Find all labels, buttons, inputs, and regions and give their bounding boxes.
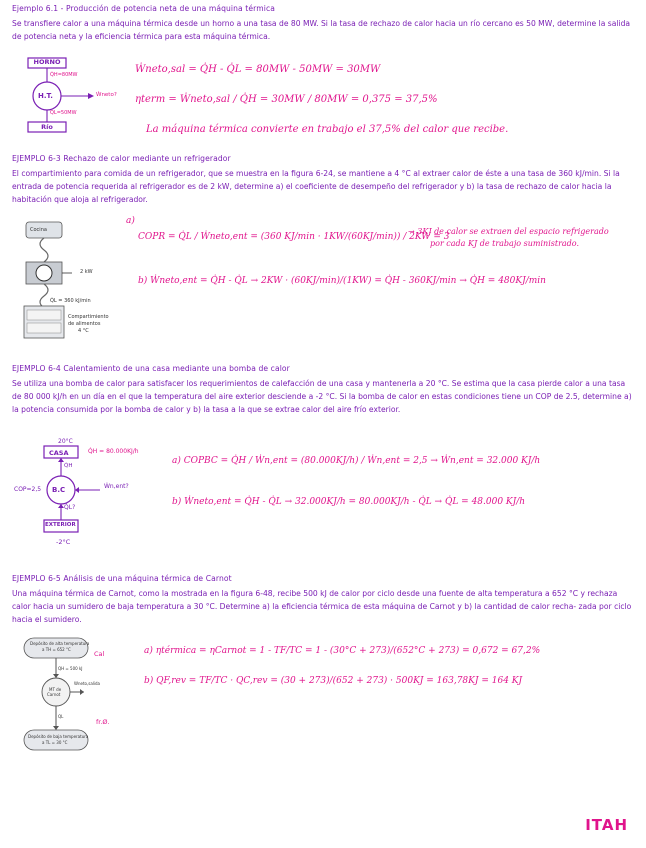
ex64-engine-label: B.C [52,486,66,494]
ex61-statement: Se transfiere calor a una máquina térmica desde un horno a una tasa de 80 MW. Si la tasa de rechazo de calor hacia un río cercano es 50 MW, determine la salida de potencia neta y la eficiencia térmica para esta máquina térmica. [12,19,631,41]
ex65-heat-rejected-equation: b) QF,rev = TF/TC · QC,rev = (30 + 273)/(652 + 273) · 500KJ = 163,78KJ = 164 KJ [144,676,523,686]
ex64-casa-label: CASA [49,449,69,457]
ex64-ql-label: Q̇L? [64,504,76,511]
ex65-fig-qh: QH = 500 kJ [58,666,83,671]
ex63-fig-ql: Q̇L = 360 kJ/min [50,298,91,304]
ex61-ql-label: Q̇L=50MW [50,110,77,116]
ex65-fig-sink2: a TL = 30 °C [42,740,68,745]
ex64-exterior-label: EXTERIOR [45,522,76,528]
ex63-note-line2: por cada KJ de trabajo suministrado. [430,239,580,248]
ex64-qh-value: Q̇H = 80.000KJ/h [88,448,139,455]
ex63-fig-comp2: de alimentos [68,321,101,327]
ex63-heat-rejection-equation: b) Ẇneto,ent = Q̇H - Q̇L → 2KW · (60KJ/min)/(1KW) = Q̇H - 360KJ/min → Q̇H = 480KJ/min [138,276,546,286]
itah-logo: ITAH [585,816,628,834]
ex63-cop-equation: COPR = Q̇L / Ẇneto,ent = (360 KJ/min · 1KW/(60KJ/min)) / 2KW = 3 [138,232,450,242]
ex65-fig-sink1: Depósito de baja temperatura [28,734,89,739]
ex61-horno-label: HORNO [33,58,61,66]
ex65-fig-w: Wneto,salida [74,681,100,686]
ex61-conclusion: La máquina térmica convierte en trabajo el 37,5% del calor que recibe. [146,124,509,135]
ex61-heading: Ejemplo 6.1 - Producción de potencia neta de una máquina térmica [12,4,275,13]
ex65-fig-frio: fr.Ø. [96,718,110,726]
ex61-rio-label: Río [41,123,53,131]
ex61-engine-label: H.T. [38,92,53,100]
ex65-fig-source2: a TH = 652 °C [42,647,71,652]
ex65-fig-source1: Depósito de alta temperatura [30,641,90,646]
ex65-statement: Una máquina térmica de Carnot, como la mostrada en la figura 6-48, recibe 500 kJ de calor por ciclo desde una fuente de alta temperatura a 652 °C y rechaza calor hacia un sumidero de baja temperatura a 30 °C. Determine a) la eficiencia térmica de esta máquina de Carnot y b) la cantidad de calor recha- zada por ciclo hacia el sumidero. [12,589,632,624]
ex65-efficiency-equation: a) ηtérmica = ηCarnot = 1 - TF/TC = 1 - (30°C + 273)/(652°C + 273) = 0,672 = 67,2% [144,646,541,656]
ex61-efficiency-equation: ηterm = Ẇneto,sal / Q̇H = 30MW / 80MW = 0,375 = 37,5% [135,94,438,105]
ex64-w-label: Ẇn,ent? [104,483,129,490]
ex65-fig-ql: QL [58,714,64,719]
ex64-heading: EJEMPLO 6-4 Calentamiento de una casa mediante una bomba de calor [12,364,290,373]
ex65-fig-cal: Cal [94,650,105,658]
ex65-fig-engine1: MT de [49,687,62,692]
ex64-ql-equation: b) Ẇneto,ent = Q̇H - Q̇L → 32.000KJ/h = 80.000KJ/h - Q̇L → Q̇L = 48.000 KJ/h [172,497,526,507]
ex61-net-power-equation: Ẇneto,sal = Q̇H - Q̇L = 80MW - 50MW = 30MW [135,64,381,75]
ex64-statement: Se utiliza una bomba de calor para satisfacer los requerimientos de calefacción de una casa y mantenerla a 20 °C. Se estima que la casa pierde calor a una tasa de 80 000 kJ/h en un día en el que la temperatura del aire exterior desciende a -2 °C. Si la bomba de calor en estas condiciones tiene un COP de 2.5, determine a) la potencia consumida por la bomba de calor y b) la tasa a la que se extrae calor del aire frío exterior. [12,379,632,414]
ex63-statement: El compartimiento para comida de un refrigerador, que se muestra en la figura 6-24, se mantiene a 4 °C al extraer calor de éste a una tasa de 360 kJ/min. Si la entrada de potencia requerida al refrigerador es de 2 kW, determine a) el coeficiente de desempeño del refrigerador y b) la tasa de rechazo de calor hacia la habitación que aloja al refrigerador. [12,169,620,204]
ex61-qh-label: Q̇H=80MW [50,72,78,78]
ex64-cop-label: COP=2,5 [14,486,42,493]
ex65-heading: EJEMPLO 6-5 Análisis de una máquina térmica de Carnot [12,574,232,583]
ex64-t-exterior: -2°C [56,538,71,546]
ex64-qh-label: Q̇H [64,463,73,469]
ex65-fig-engine2: Carnot [47,692,61,697]
ex64-power-equation: a) COPBC = Q̇H / Ẇn,ent = (80.000KJ/h) / Ẇn,ent = 2,5 → Ẇn,ent = 32.000 KJ/h [172,456,541,466]
ex63-part-a-label: a) [126,216,135,226]
ex64-t-house: 20°C [58,438,73,445]
ex63-note-line1: → 3KJ de calor se extraen del espacio refrigerado [408,227,609,236]
ex63-fig-kitchen: Cocina [30,227,47,233]
ex63-fig-comp3: 4 °C [78,328,89,334]
ex61-w-label: Ẇneto? [96,92,117,98]
ex63-heading: EJEMPLO 6-3 Rechazo de calor mediante un refrigerador [12,154,231,163]
ex63-fig-comp1: Compartimiento [68,314,109,320]
ex63-fig-w: 2 kW [80,269,93,275]
